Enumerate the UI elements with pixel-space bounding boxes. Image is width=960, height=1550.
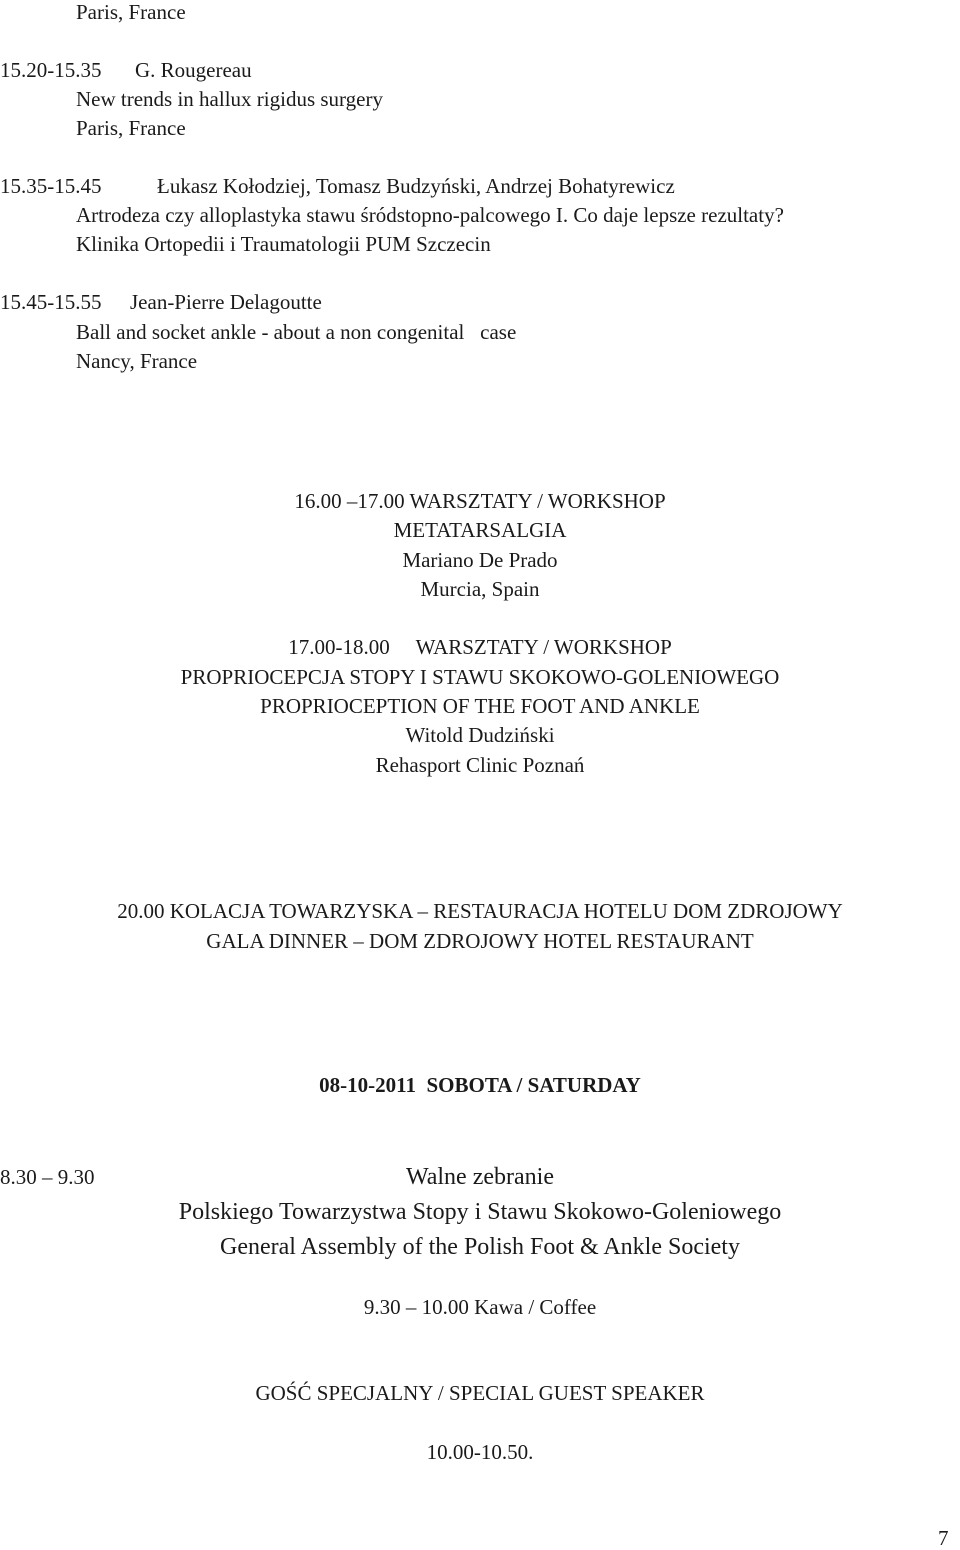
workshop2-heading: 17.00-18.00 WARSZTATY / WORKSHOP (288, 635, 672, 659)
kolodziej-location: Klinika Ortopedii i Traumatologii PUM Szczecin (76, 232, 491, 256)
guest-speaker-heading: GOŚĆ SPECJALNY / SPECIAL GUEST SPEAKER (255, 1381, 705, 1405)
kolodziej-time: 15.35-15.45 (0, 174, 102, 198)
assembly-line-en: General Assembly of the Polish Foot & Ankle Society (220, 1234, 740, 1260)
workshop2-topic-pl: PROPRIOCEPCJA STOPY I STAWU SKOKOWO-GOLENIOWEGO (180, 665, 780, 689)
guest-speaker-time: 10.00-10.50. (426, 1440, 534, 1464)
delagoutte-time: 15.45-15.55 (0, 290, 102, 314)
page-number: 7 (938, 1526, 949, 1550)
kolodziej-title: Artrodeza czy alloplastyka stawu śródstopno-palcowego I. Co daje lepsze rezultaty? (76, 203, 784, 227)
workshop2-location: Rehasport Clinic Poznań (375, 753, 585, 777)
assembly-title: Walne zebranie (406, 1164, 554, 1190)
workshop2-topic-en: PROPRIOCEPTION OF THE FOOT AND ANKLE (260, 694, 700, 718)
workshop1-heading: 16.00 –17.00 WARSZTATY / WORKSHOP (294, 489, 666, 513)
delagoutte-location: Nancy, France (76, 349, 198, 373)
workshop2-speaker: Witold Dudziński (405, 723, 555, 747)
day-heading: 08-10-2011 SOBOTA / SATURDAY (319, 1073, 641, 1097)
rougereau-speaker: G. Rougereau (135, 58, 252, 82)
assembly-line-pl: Polskiego Towarzystwa Stopy i Stawu Skokowo-Goleniowego (178, 1199, 782, 1225)
workshop1-speaker: Mariano De Prado (402, 548, 558, 572)
dinner-line-en: GALA DINNER – DOM ZDROJOWY HOTEL RESTAURANT (206, 929, 754, 953)
rougereau-location: Paris, France (76, 116, 186, 140)
coffee-break: 9.30 – 10.00 Kawa / Coffee (363, 1295, 597, 1319)
workshop1-topic: METATARSALGIA (393, 518, 567, 542)
kolodziej-speaker: Łukasz Kołodziej, Tomasz Budzyński, Andrzej Bohatyrewicz (157, 174, 675, 198)
rougereau-title: New trends in hallux rigidus surgery (76, 87, 383, 111)
workshop1-location: Murcia, Spain (420, 577, 540, 601)
prev-location: Paris, France (76, 0, 186, 24)
rougereau-time: 15.20-15.35 (0, 58, 102, 82)
delagoutte-title: Ball and socket ankle - about a non congenital case (76, 320, 517, 344)
assembly-time: 8.30 – 9.30 (0, 1165, 95, 1189)
dinner-line-pl: 20.00 KOLACJA TOWARZYSKA – RESTAURACJA HOTELU DOM ZDROJOWY (117, 899, 843, 923)
delagoutte-speaker: Jean-Pierre Delagoutte (130, 290, 322, 314)
